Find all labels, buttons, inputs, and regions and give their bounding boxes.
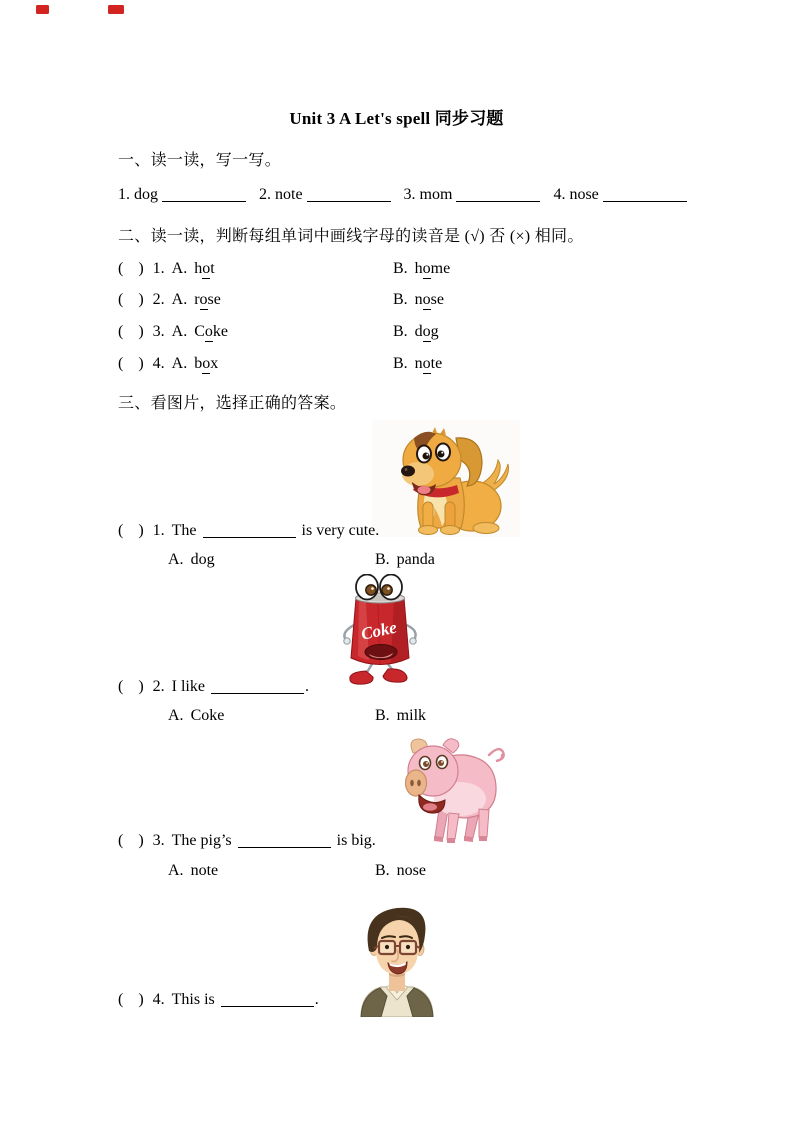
paren-close: ) — [138, 291, 144, 308]
paren-close: ) — [138, 355, 144, 372]
coke-can-image — [328, 574, 432, 686]
paren-open: ( — [118, 323, 124, 340]
option-b — [393, 291, 444, 309]
question-1-options — [118, 551, 678, 571]
red-mark-1 — [36, 5, 49, 14]
question-text: . — [314, 991, 319, 1008]
question-4-line — [118, 991, 319, 1009]
word-box: box — [194, 355, 219, 372]
option-b — [393, 355, 442, 373]
paren-open: ( — [118, 291, 124, 308]
option-a-label: A. — [171, 291, 188, 308]
option-b: B. panda — [375, 551, 435, 568]
phonics-row-3 — [118, 323, 678, 341]
question-text: I like — [171, 678, 205, 695]
paren-open: ( — [118, 355, 124, 372]
row-number: 4. — [152, 355, 165, 372]
answer-blank — [211, 692, 304, 694]
question-1-line — [118, 522, 379, 540]
question-3-line — [118, 832, 376, 850]
item-number: 3. — [403, 186, 416, 203]
paren-open: ( — [118, 832, 124, 849]
item-number: 1. — [118, 186, 130, 203]
phonics-row-4 — [118, 355, 678, 373]
section1-fill-line — [118, 186, 696, 204]
question-2-line — [118, 678, 309, 696]
pig-illustration — [405, 735, 505, 847]
option-a-label: A. — [171, 355, 188, 372]
pig-image — [405, 735, 505, 847]
item-number: 2. — [259, 186, 271, 203]
option-a-label: A. — [171, 323, 188, 340]
option-b — [393, 323, 439, 341]
fill-item-note — [259, 186, 391, 203]
question-number: 1. — [152, 522, 165, 539]
dog-illustration — [372, 420, 520, 537]
option-a: A. dog — [168, 551, 215, 568]
question-text: The pig’s — [171, 832, 232, 849]
item-word: mom — [419, 186, 453, 203]
dog-image — [372, 420, 520, 537]
paren-close: ) — [138, 522, 144, 539]
item-word: dog — [134, 186, 158, 203]
fill-item-nose — [553, 186, 686, 203]
word-dog: dog — [414, 323, 439, 340]
paren-close: ) — [138, 260, 144, 277]
word-hot: hot — [194, 260, 215, 277]
item-word: nose — [569, 186, 599, 203]
option-a: A. Coke — [168, 707, 225, 724]
section1-heading: 一、读一读，写一写。 — [118, 152, 282, 169]
paren-close: ) — [138, 832, 144, 849]
paren-close: ) — [138, 991, 144, 1008]
phonics-row-1 — [118, 260, 678, 278]
man-image — [353, 903, 441, 1017]
item-word: note — [275, 186, 303, 203]
word-home: home — [414, 260, 451, 277]
row-number: 3. — [152, 323, 165, 340]
answer-blank — [162, 200, 246, 202]
section2-heading: 二、读一读，判断每组单词中画线字母的读音是 (√) 否 (×) 相同。 — [118, 228, 584, 245]
phonics-row-2 — [118, 291, 678, 309]
fill-item-mom — [404, 186, 541, 203]
word-rose: rose — [194, 291, 221, 308]
option-b-label: B. — [393, 323, 408, 340]
answer-blank — [456, 200, 540, 202]
question-3-options — [118, 862, 678, 882]
option-b: B. milk — [375, 707, 427, 724]
option-b-label: B. — [393, 355, 408, 372]
item-number: 4. — [553, 186, 566, 203]
paren-open: ( — [118, 991, 124, 1008]
question-2-options — [118, 707, 678, 727]
question-text: . — [304, 678, 309, 695]
paren-open: ( — [118, 522, 124, 539]
option-b: B. nose — [375, 862, 426, 879]
word-nose: nose — [414, 291, 444, 308]
fill-item-dog — [118, 186, 246, 203]
word-coke: Coke — [194, 323, 228, 340]
answer-blank — [238, 846, 331, 848]
red-mark-2 — [108, 5, 124, 14]
question-text: is very cute. — [301, 522, 380, 539]
section3-heading: 三、看图片，选择正确的答案。 — [118, 395, 347, 412]
option-a: A. note — [168, 862, 219, 879]
paren-open: ( — [118, 260, 124, 277]
answer-blank — [307, 200, 391, 202]
question-number: 4. — [152, 991, 165, 1008]
answer-blank — [203, 536, 296, 538]
question-number: 3. — [152, 832, 165, 849]
question-text: This is — [171, 991, 215, 1008]
coke-label: Coke — [359, 617, 399, 644]
question-number: 2. — [152, 678, 165, 695]
question-text: The — [171, 522, 197, 539]
answer-blank — [603, 200, 687, 202]
page-title: Unit 3 A Let's spell 同步习题 — [289, 109, 504, 128]
row-number: 2. — [152, 291, 165, 308]
answer-blank — [221, 1005, 314, 1007]
word-note: note — [414, 355, 443, 372]
paren-open: ( — [118, 678, 124, 695]
option-b-label: B. — [393, 260, 408, 277]
option-a-label: A. — [171, 260, 188, 277]
coke-can-illustration — [328, 574, 432, 686]
option-b — [393, 260, 450, 278]
man-illustration — [353, 903, 441, 1017]
question-text: is big. — [336, 832, 376, 849]
paren-close: ) — [138, 323, 144, 340]
option-b-label: B. — [393, 291, 408, 308]
paren-close: ) — [138, 678, 144, 695]
row-number: 1. — [152, 260, 165, 277]
